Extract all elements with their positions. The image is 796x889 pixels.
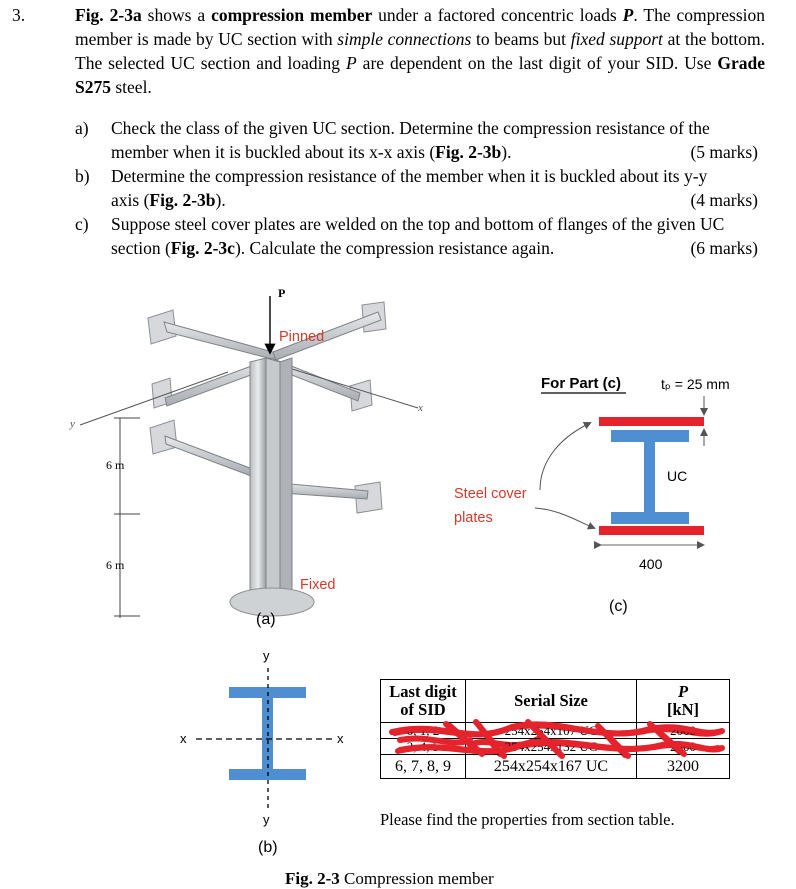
cell-p: 2500 [637,739,730,755]
leader-bottom [535,508,594,528]
width-label: 400 [639,556,663,572]
figure-a-caption: (a) [256,611,276,628]
uc-web [644,442,655,512]
header-last-digit: Last digit of SID [381,680,466,723]
x-left-label: x [180,731,187,746]
cell-p: 2000 [637,723,730,739]
cell-p: 3200 [637,755,730,779]
figure-c-caption: (c) [609,598,628,615]
part-line: Determine the compression resistance of the member when it is buckled about its y-y [111,166,708,186]
y-axis-label: y [70,418,75,430]
figure-b-caption: (b) [258,839,278,856]
part-line: member when it is buckled about its x-x axis (Fig. 2-3b). [111,142,512,162]
height-label-upper: 6 m [106,458,125,472]
cell-digits: 0, 1, 2 [381,723,466,739]
sid-table [380,679,730,779]
part-label: c) [75,214,89,234]
table-row [381,755,730,779]
figure-a [80,296,418,618]
fig-ref: Fig. 2-3a [75,5,142,25]
cell-digits: 3, 4, 5 [381,739,466,755]
table-row [381,723,730,739]
bottom-cover-plate [599,526,704,535]
height-label-lower: 6 m [106,558,125,572]
x-axis-line [276,364,418,408]
part-c-heading: For Part (c) [541,375,622,392]
part-line: axis (Fig. 2-3b). [111,190,226,210]
y-axis-line [80,372,228,425]
cover-plates-label-line1: Steel cover [454,486,527,502]
cover-plates-label-line2: plates [454,510,493,526]
figure-b [196,668,332,808]
tp-label: tₚ = 25 mm [661,376,730,392]
part-line: Check the class of the given UC section. Determine the compression resistance of the [111,118,710,138]
marks: (5 marks) [690,142,758,162]
figure-caption: Fig. 2-3 Compression member [285,869,494,888]
part-label: a) [75,118,89,138]
load-label: P [278,286,286,300]
cell-size: 254x254x132 UC [466,739,637,755]
y-bottom-label: y [263,812,270,827]
leader-top [540,423,590,490]
height-dimension [114,418,140,618]
table-note: Please find the properties from section table. [380,810,675,829]
pinned-label: Pinned [279,329,325,345]
table-header-row [381,680,730,723]
cell-digits: 6, 7, 8, 9 [381,755,466,779]
part-label: b) [75,166,90,186]
question-intro: Fig. 2-3a shows a compression member under a factored concentric loads P. The compression member is made by UC section with simple connections to beams but fixed support at the bottom. The selected UC section and loading P are dependent on the last digit of your SID. Use Grade S275 steel. [75,5,765,97]
top-cover-plate [599,417,704,426]
cell-size: 254x254x167 UC [466,755,637,779]
x-axis-label: x [418,402,423,414]
y-top-label: y [263,648,270,663]
cell-size: 254x254x107 UC [466,723,637,739]
uc-top-flange [611,430,689,442]
fixed-label: Fixed [300,577,336,593]
part-line: Suppose steel cover plates are welded on the top and bottom of flanges of the given UC [111,214,725,234]
column [250,358,292,594]
table-row [381,739,730,755]
part-line: section (Fig. 2-3c). Calculate the compression resistance again. [111,238,555,258]
x-right-label: x [337,731,344,746]
uc-label: UC [667,468,688,484]
marks: (6 marks) [690,238,758,258]
header-p: P [kN] [637,680,730,723]
uc-bottom-flange [611,512,689,524]
question-number: 3. [12,5,26,25]
header-serial-size: Serial Size [466,680,637,723]
marks: (4 marks) [690,190,758,210]
